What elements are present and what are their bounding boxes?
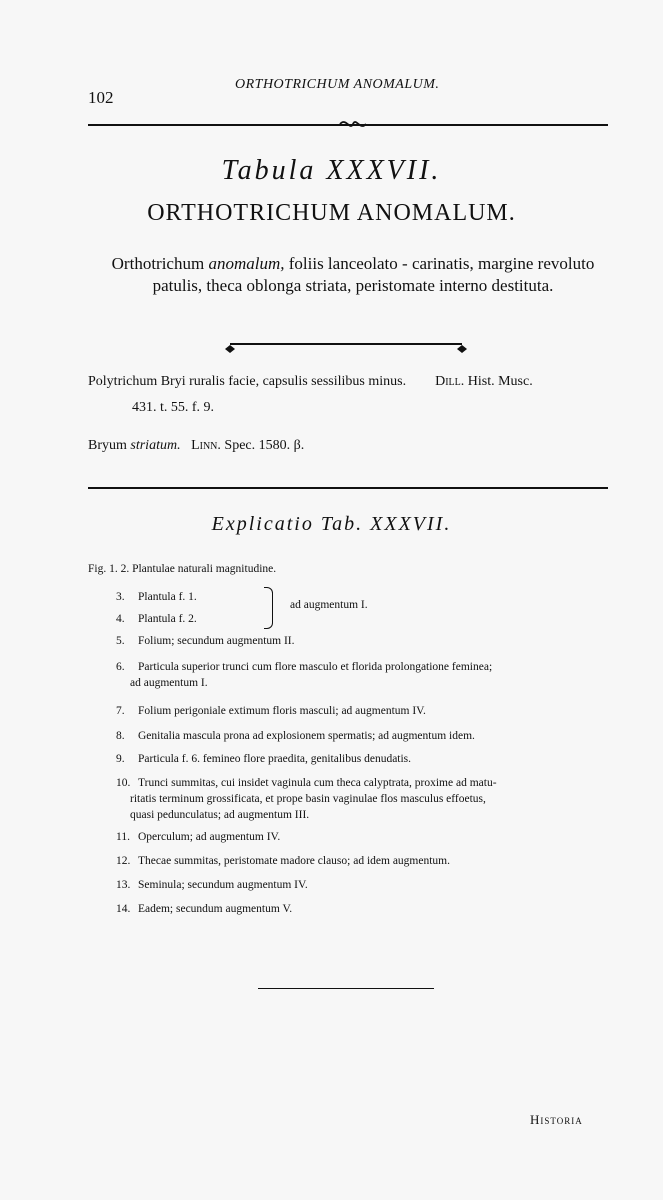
rule-end-right-icon bbox=[457, 340, 467, 358]
fig-12: 12. Thecae summitas, peristomate madore clauso; ad idem augmentum. bbox=[116, 855, 450, 867]
fig-3: 3. Plantula f. 1. bbox=[116, 591, 197, 603]
fig-14: 14. Eadem; secundum augmentum V. bbox=[116, 903, 293, 915]
fig-10: 10. Trunci summitas, cui insidet vaginula cum theca calyptrata, proxime ad matu- bbox=[116, 777, 497, 789]
synonym-dillenius-ref: 431. t. 55. f. 9. bbox=[132, 400, 215, 415]
diagnosis-epithet: anomalum, bbox=[208, 254, 285, 273]
fig-13: 13. Seminula; secundum augmentum IV. bbox=[116, 879, 308, 891]
fig-6-continued: ad augmentum I. bbox=[130, 677, 208, 689]
header-ornament-icon bbox=[338, 117, 368, 136]
catchword: Historia bbox=[530, 1112, 583, 1127]
fig-10-continued-2: quasi pedunculatus; ad augmentum III. bbox=[130, 809, 310, 821]
species-diagnosis bbox=[88, 253, 618, 297]
diagnosis-ornament-rule bbox=[230, 343, 462, 345]
page-number: 102 bbox=[88, 88, 114, 107]
diagnosis-text: foliis lanceolato - carinatis, margine revoluto patulis, theca oblonga striata, peristomate interno destituta. bbox=[152, 254, 595, 295]
fig-9: 9. Particula f. 6. femineo flore praedita, genitalibus denudatis. bbox=[116, 753, 412, 765]
synonym-linnaeus: Bryum striatum. Linn. Spec. 1580. β. bbox=[88, 438, 305, 453]
closing-rule bbox=[258, 988, 434, 989]
synonym-dillenius: Polytrichum Bryi ruralis facie, capsulis sessilibus minus. Dill. Hist. Musc. bbox=[88, 374, 533, 389]
fig-6: 6. Particula superior trunci cum flore masculo et florida prolongatione feminea; bbox=[116, 661, 493, 673]
rule-end-left-icon bbox=[225, 340, 235, 358]
running-title: ORTHOTRICHUM ANOMALUM. bbox=[235, 77, 440, 92]
species-title: ORTHOTRICHUM ANOMALUM. bbox=[147, 200, 516, 226]
fig-4: 4. Plantula f. 2. bbox=[116, 613, 197, 625]
tabula-title: Tabula XXXVII. bbox=[221, 155, 442, 186]
fig-1-2: Fig. 1. 2. Plantulae naturali magnitudine. bbox=[88, 563, 277, 575]
fig-11: 11. Operculum; ad augmentum IV. bbox=[116, 831, 281, 843]
fig-10-continued-1: ritatis terminum grossificata, et prope basin vaginulae flos masculus effoetus, bbox=[130, 793, 486, 805]
explicatio-title: Explicatio Tab. XXXVII. bbox=[211, 513, 452, 535]
fig-7: 7. Folium perigoniale extimum floris masculi; ad augmentum IV. bbox=[116, 705, 426, 717]
brace-label: ad augmentum I. bbox=[290, 599, 368, 611]
fig-5: 5. Folium; secundum augmentum II. bbox=[116, 635, 295, 647]
fig-8: 8. Genitalia mascula prona ad explosionem spermatis; ad augmentum idem. bbox=[116, 730, 475, 742]
diagnosis-genus: Orthotrichum bbox=[111, 254, 205, 273]
section-rule bbox=[88, 487, 608, 489]
figure-brace bbox=[264, 587, 273, 629]
